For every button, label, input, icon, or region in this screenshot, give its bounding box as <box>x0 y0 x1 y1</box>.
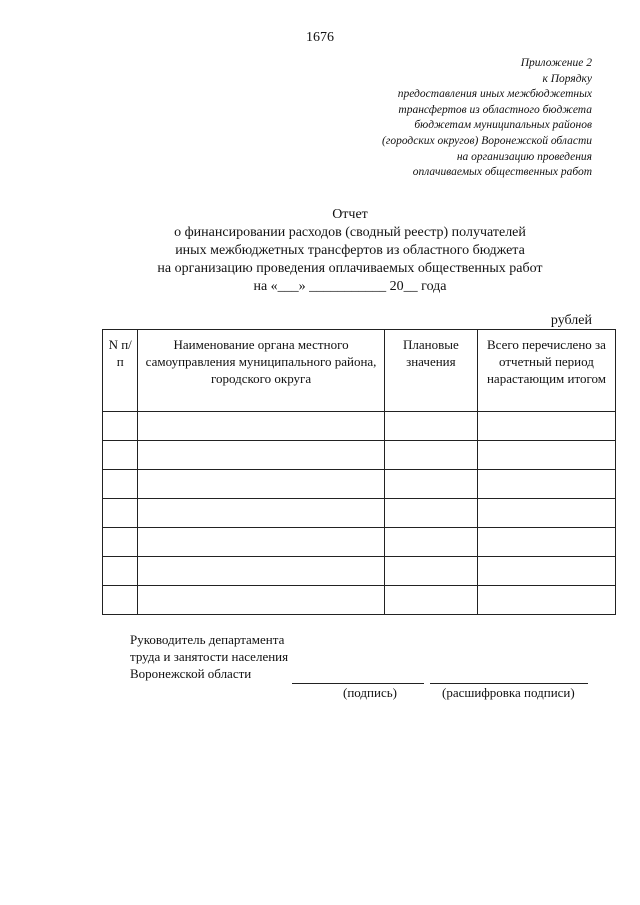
table-cell <box>477 499 615 528</box>
table-row <box>103 470 616 499</box>
signatory-line: Воронежской области <box>130 666 252 681</box>
table-cell <box>477 470 615 499</box>
table-row <box>103 586 616 615</box>
table-cell <box>384 499 477 528</box>
report-title <box>0 206 640 296</box>
table-cell <box>103 528 138 557</box>
table-header-row <box>103 330 616 412</box>
signature-caption: (подпись) <box>343 685 397 700</box>
title-line: о финансировании расходов (сводный реестр) получателей <box>174 225 526 240</box>
table-cell <box>138 441 384 470</box>
table-cell <box>138 557 384 586</box>
table-row <box>103 499 616 528</box>
table-cell <box>477 586 615 615</box>
header-organization: Наименование органа местного самоуправления муниципального района, городского округа <box>138 330 384 412</box>
table-cell <box>103 470 138 499</box>
table-cell <box>477 557 615 586</box>
table-cell <box>384 412 477 441</box>
table-cell <box>103 557 138 586</box>
appendix-note <box>292 56 592 181</box>
table-cell <box>384 557 477 586</box>
table-cell <box>477 441 615 470</box>
table-cell <box>103 499 138 528</box>
table-cell <box>138 528 384 557</box>
table-row <box>103 412 616 441</box>
table-cell <box>103 441 138 470</box>
header-planned: Плановые значения <box>384 330 477 412</box>
appendix-line: оплачиваемых общественных работ <box>412 166 592 179</box>
table-cell <box>138 470 384 499</box>
table-cell <box>477 412 615 441</box>
signatory-line: труда и занятости населения <box>130 649 289 664</box>
title-line: на организацию проведения оплачиваемых общественных работ <box>157 261 543 276</box>
table-cell <box>103 586 138 615</box>
header-transferred: Всего перечислено за отчетный период нарастающим итогом <box>477 330 615 412</box>
signatory-line: Руководитель департамента <box>130 632 285 647</box>
appendix-line: трансфертов из областного бюджета <box>398 103 592 116</box>
signature-block <box>130 631 288 682</box>
table-cell <box>138 586 384 615</box>
appendix-line: Приложение 2 <box>520 57 592 69</box>
table-cell <box>384 528 477 557</box>
table-row <box>103 557 616 586</box>
appendix-line: к Порядку <box>542 72 592 85</box>
table-cell <box>384 586 477 615</box>
appendix-line: предоставления иных межбюджетных <box>397 88 592 101</box>
appendix-line: бюджетам муниципальных районов <box>414 119 592 132</box>
title-line: Отчет <box>332 207 368 222</box>
table-row <box>103 528 616 557</box>
currency-units: рублей <box>550 313 592 328</box>
page-number: 1676 <box>306 30 334 45</box>
header-number: N п/п <box>103 330 138 412</box>
title-line: иных межбюджетных трансфертов из областного бюджета <box>175 243 525 258</box>
report-table <box>102 329 616 615</box>
table-cell <box>138 412 384 441</box>
table-cell <box>384 441 477 470</box>
appendix-line: (городских округов) Воронежской области <box>382 134 592 147</box>
table-row <box>103 441 616 470</box>
name-decode-line <box>430 683 588 684</box>
table-cell <box>384 470 477 499</box>
table-cell <box>103 412 138 441</box>
decode-caption: (расшифровка подписи) <box>442 685 575 700</box>
appendix-line: на организацию проведения <box>456 150 592 163</box>
report-date-line: на «___» ___________ 20__ года <box>253 279 447 294</box>
signature-line <box>292 683 424 684</box>
table-cell <box>138 499 384 528</box>
table-cell <box>477 528 615 557</box>
